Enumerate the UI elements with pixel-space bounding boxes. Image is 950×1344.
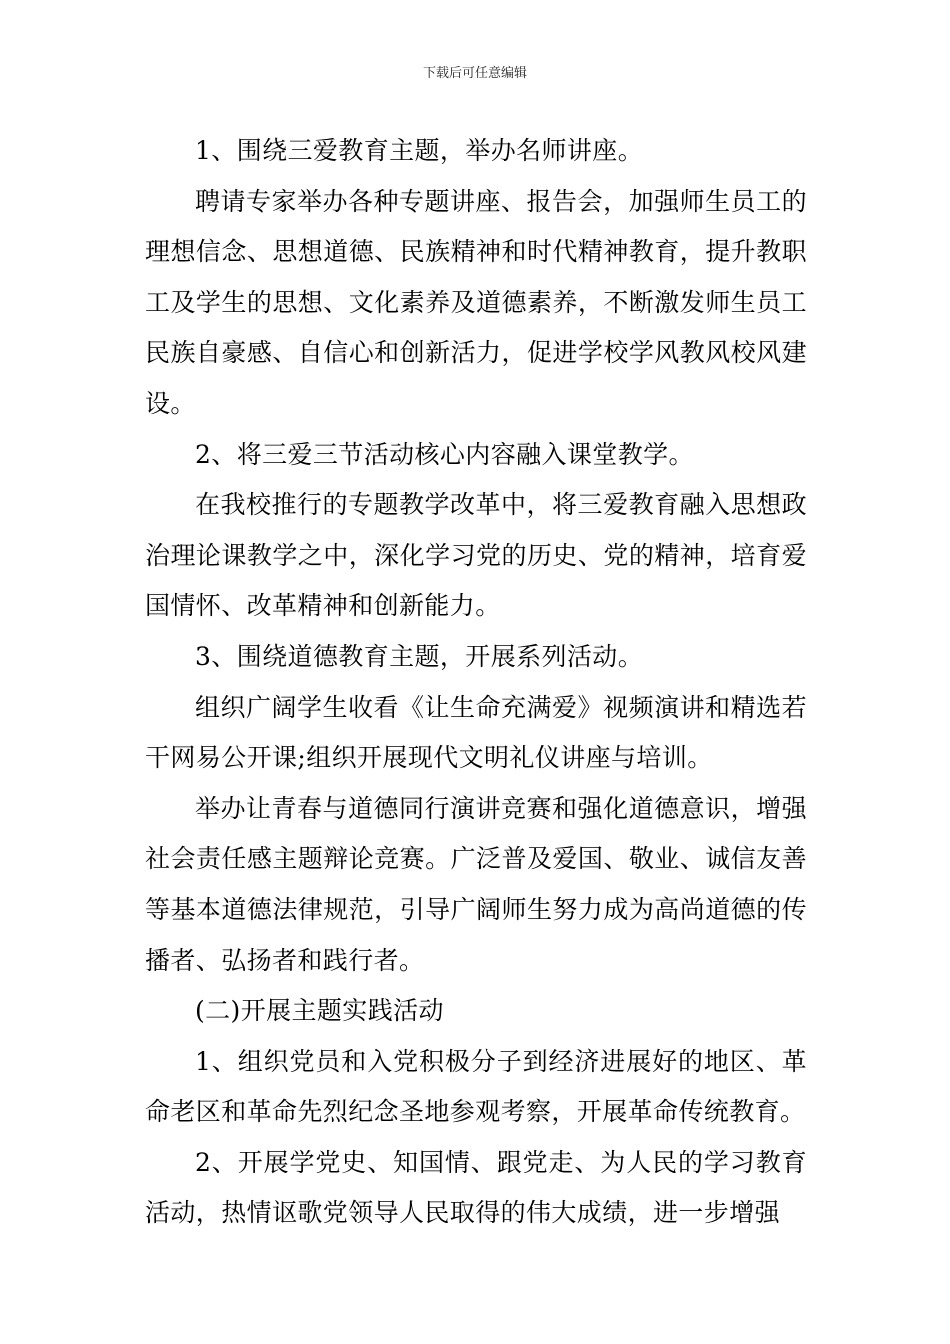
- paragraph-3: 2、将三爱三节活动核心内容融入课堂教学。: [195, 439, 694, 469]
- paragraph-8: (二)开展主题实践活动: [195, 996, 444, 1026]
- paragraph-5: 3、围绕道德教育主题，开展系列活动。: [195, 641, 644, 671]
- paragraph-6: 组织广阔学生收看《让生命充满爱》视频演讲和精选若干网易公开课;组织开展现代文明礼仪讲座与培训。: [145, 692, 807, 773]
- paragraph-4: 在我校推行的专题教学改革中，将三爱教育融入思想政治理论课教学之中，深化学习党的历史、党的精神，培育爱国情怀、改革精神和创新能力。: [145, 490, 807, 621]
- paragraph-10: 2、开展学党史、知国情、跟党走、为人民的学习教育活动，热情讴歌党领导人民取得的伟大成绩，进一步增强: [145, 1147, 807, 1228]
- paragraph-1: 1、围绕三爱教育主题，举办名师讲座。: [195, 136, 644, 165]
- paragraph-2: 聘请专家举办各种专题讲座、报告会，加强师生员工的理想信念、思想道德、民族精神和时代精神教育，提升教职工及学生的思想、文化素养及道德素养，不断激发师生员工民族自豪感、自信心和创新活力，促进学校学风教风校风建设。: [145, 186, 807, 418]
- page-header: 下载后可任意编辑: [422, 66, 527, 81]
- document-body: [145, 126, 807, 1239]
- paragraph-7: 举办让青春与道德同行演讲竞赛和强化道德意识，增强社会责任感主题辩论竞赛。广泛普及爱国、敬业、诚信友善等基本道德法律规范，引导广阔师生努力成为高尚道德的传播者、弘扬者和践行者。: [145, 793, 807, 975]
- paragraph-9: 1、组织党员和入党积极分子到经济进展好的地区、革命老区和革命先烈纪念圣地参观考察，开展革命传统教育。: [145, 1046, 807, 1127]
